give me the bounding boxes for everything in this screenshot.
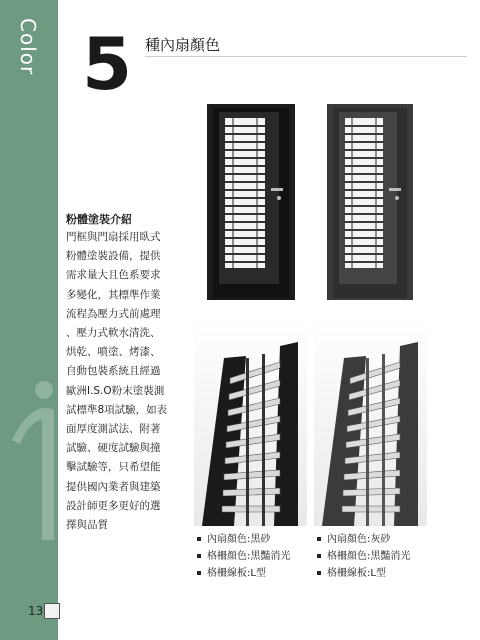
- intro-line: 面厚度測試法、附著: [66, 423, 161, 436]
- intro-line: 烘乾、噴塗、烤漆、: [66, 346, 161, 359]
- section-number: 5: [82, 22, 133, 106]
- page-number: 13: [28, 604, 44, 618]
- spec-item: [197, 565, 290, 582]
- letter-i-watermark: [2, 380, 62, 550]
- sidebar-label: Color: [16, 18, 40, 76]
- spec-item: [317, 531, 410, 548]
- black-door-specs: [197, 531, 290, 582]
- intro-line: 擇與品質: [66, 519, 108, 532]
- intro-line: 自動包裝系統且經過: [66, 365, 161, 378]
- page-title: 種內扇顏色: [145, 36, 221, 54]
- gray-door-photo: [314, 318, 427, 526]
- intro-line: 提供國內業者與建築: [66, 480, 161, 493]
- door-black-illustration: [207, 104, 295, 300]
- intro-line: 、壓力式軟水清洗、: [66, 327, 161, 340]
- spec-text: 內扇顏色:灰砂: [327, 534, 391, 545]
- spec-text: 格柵線板:L型: [207, 568, 266, 579]
- bullet-icon: [317, 554, 321, 558]
- intro-line: 流程為壓力式前處理: [66, 307, 161, 320]
- bullet-icon: [317, 537, 321, 541]
- sidebar: [0, 0, 58, 640]
- bullet-icon: [197, 554, 201, 558]
- spec-item: [317, 548, 410, 565]
- intro-line: 設計師更多更好的選: [66, 499, 161, 512]
- bullet-icon: [317, 571, 321, 575]
- spec-text: 格柵線板:L型: [327, 568, 386, 579]
- gray-door-specs: [317, 531, 410, 582]
- bullet-icon: [197, 571, 201, 575]
- door-gray-illustration: [327, 104, 413, 300]
- intro-line: 試標準8項試驗，如表: [66, 403, 168, 416]
- intro-line: 粉體塗裝設備，提供: [66, 250, 161, 263]
- sidebar-label-wrap: [4, 18, 44, 88]
- intro-line: 試驗、硬度試驗與撞: [66, 442, 161, 455]
- bullet-icon: [197, 537, 201, 541]
- intro-line: 歐洲I.S.O粉末塗裝測: [66, 384, 165, 397]
- spec-item: [197, 548, 290, 565]
- spec-item: [197, 531, 290, 548]
- black-door-photo: [194, 318, 307, 526]
- intro-line: 門框與門扇採用臥式: [66, 231, 161, 243]
- intro-heading: 粉體塗裝介紹: [66, 213, 132, 226]
- intro-line: 需求量大且色系要求: [66, 269, 161, 282]
- spec-text: 格柵顏色:黑豔消光: [327, 551, 411, 562]
- intro-line: 多變化，其標準作業: [66, 288, 161, 301]
- intro-line: 擊試驗等，只希望能: [66, 461, 161, 474]
- spec-text: 內扇顏色:黑砂: [207, 534, 271, 545]
- page-corner-icon: [44, 603, 60, 619]
- title-divider: [145, 56, 467, 57]
- spec-text: 格柵顏色:黑豔消光: [207, 551, 291, 562]
- spec-item: [317, 565, 410, 582]
- intro-body: [66, 228, 186, 535]
